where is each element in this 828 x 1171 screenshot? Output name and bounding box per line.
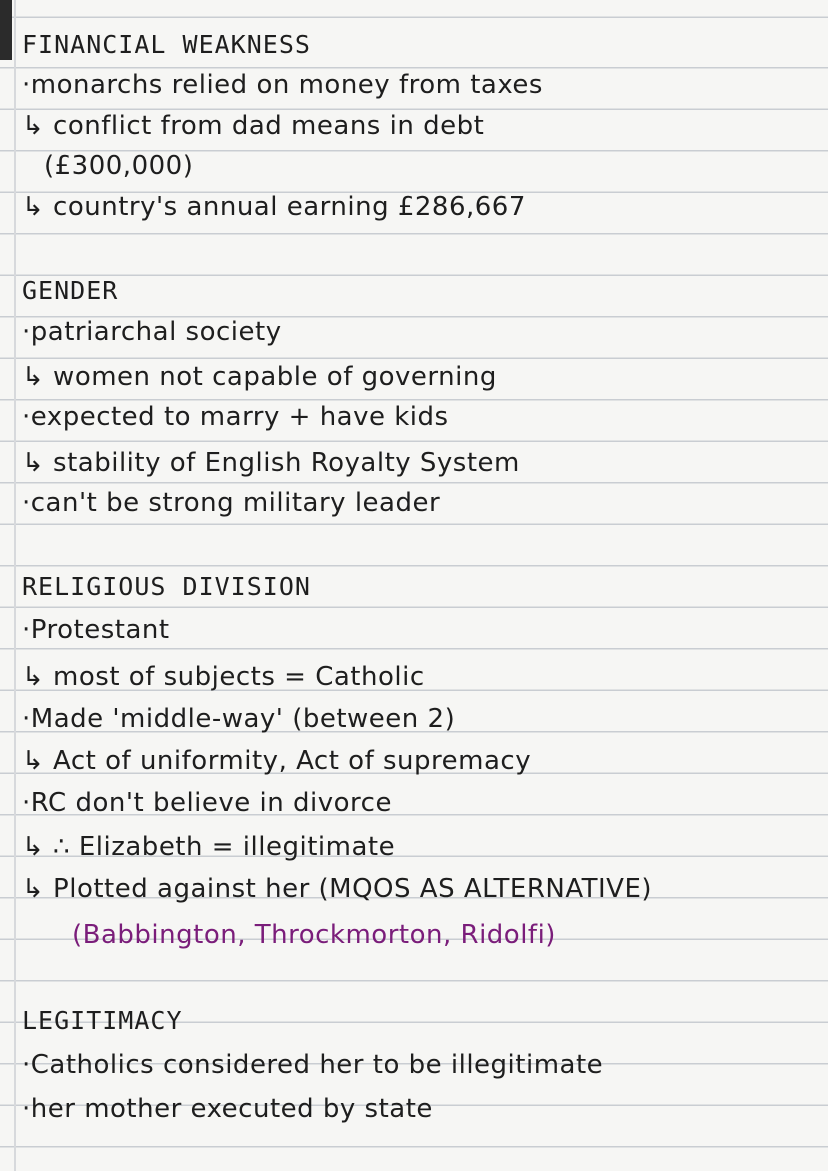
note-line: ·her mother executed by state: [22, 1094, 433, 1124]
note-line: ↳ conflict from dad means in debt: [22, 111, 485, 141]
note-line: ↳ country's annual earning £286,667: [22, 192, 526, 222]
note-line: (£300,000): [44, 151, 194, 181]
heading-gender: GENDER: [22, 276, 119, 305]
margin-rule: [14, 0, 16, 1171]
heading-legitimacy: LEGITIMACY: [22, 1006, 183, 1035]
note-line: ·monarchs relied on money from taxes: [22, 70, 543, 100]
note-line: ·RC don't believe in divorce: [22, 788, 392, 818]
note-line: ·patriarchal society: [22, 317, 282, 347]
note-line: ·Catholics considered her to be illegitimate: [22, 1050, 604, 1080]
notebook-edge: [0, 0, 12, 60]
note-line: ↳ women not capable of governing: [22, 362, 497, 392]
heading-religious-division: RELIGIOUS DIVISION: [22, 572, 311, 601]
note-line: ·Made 'middle-way' (between 2): [22, 704, 456, 734]
note-line: ·expected to marry + have kids: [22, 402, 449, 432]
note-line: ·can't be strong military leader: [22, 488, 441, 518]
note-line: ↳ Act of uniformity, Act of supremacy: [22, 746, 532, 776]
note-line: ↳ ∴ Elizabeth = illegitimate: [22, 832, 396, 862]
heading-financial-weakness: FINANCIAL WEAKNESS: [22, 30, 311, 59]
note-line: ·Protestant: [22, 615, 170, 645]
note-line-plotters: (Babbington, Throckmorton, Ridolfi): [72, 920, 556, 950]
note-line: ↳ Plotted against her (MQOS AS ALTERNATIVE): [22, 874, 653, 904]
note-line: ↳ stability of English Royalty System: [22, 448, 520, 478]
note-line: ↳ most of subjects = Catholic: [22, 662, 425, 692]
